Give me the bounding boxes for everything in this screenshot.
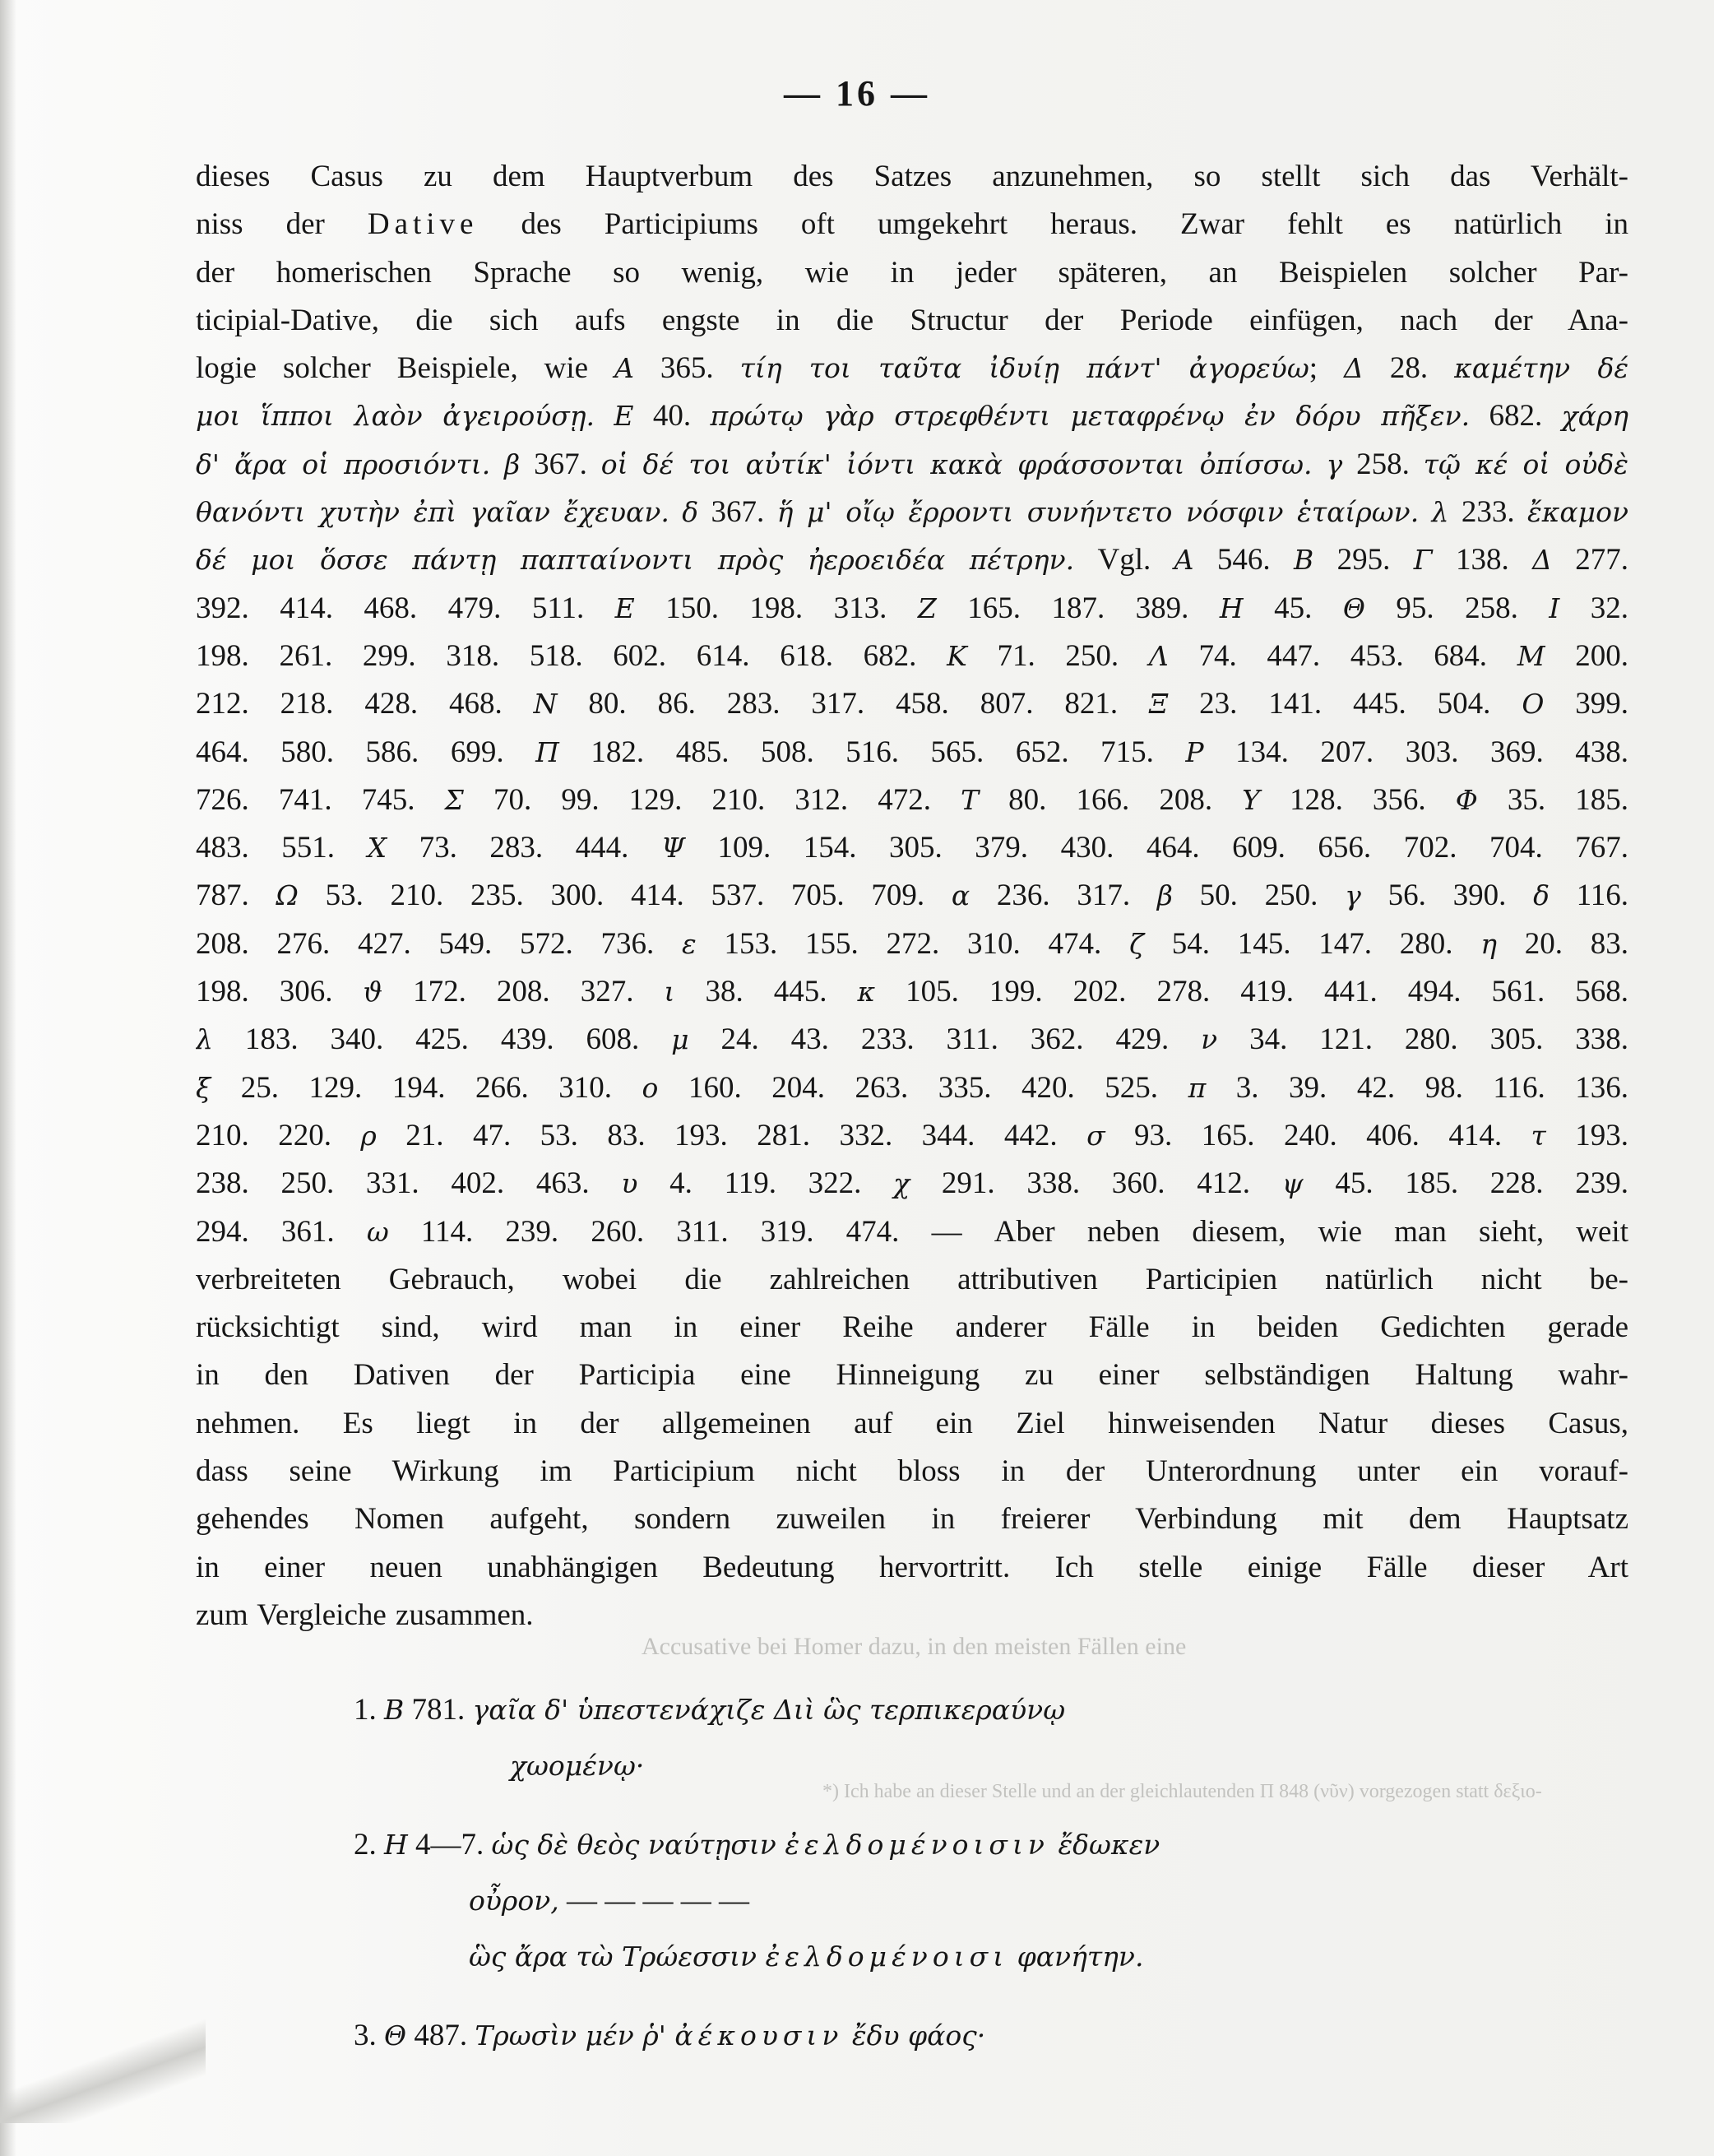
greek-text: ὣς ἄρα τὼ Τρώεσσιν <box>469 1940 766 1973</box>
greek-text: χ <box>893 1167 910 1200</box>
greek-text: ϑ <box>363 976 383 1008</box>
text-line: 198. 306. ϑ 172. 208. 327. ι 38. 445. κ 105. 199. 202. 278. 419. 441. 494. 561. 568. <box>196 975 1628 1009</box>
greek-text: Β <box>384 1694 405 1726</box>
greek-text: φανήτην. <box>1008 1940 1144 1973</box>
greek-text: Ε <box>614 400 634 433</box>
text-line: 198. 261. 299. 318. 518. 602. 614. 618. 682. Κ 71. 250. Λ 74. 447. 453. 684. Μ 200. <box>196 638 1628 673</box>
greek-text: Υ <box>1242 783 1260 816</box>
greek-text: Β <box>1293 544 1314 577</box>
text-line: logie solcher Beispiele, wie Α 365. τίη τοι ταῦτα ἰδυίῃ πάντ' ἀγορεύω; Δ 28. καμέτην δέ <box>196 351 1628 386</box>
greek-text: ἔκαμον <box>1527 496 1628 529</box>
greek-text: Ξ <box>1149 688 1169 721</box>
greek-text: χάρη <box>1561 400 1628 433</box>
greek-text: Θ <box>1342 591 1365 624</box>
greek-text: ο <box>642 1071 659 1104</box>
greek-text: τ <box>1531 1119 1546 1152</box>
greek-emphasis: ἐελδομένοισι <box>765 1940 1009 1973</box>
greek-text: α <box>951 879 970 912</box>
greek-text: πρώτῳ γὰρ στρεφθέντι μεταφρένῳ ἐν δόρυ πῆξεν. <box>710 400 1471 433</box>
greek-text: η <box>1480 927 1498 960</box>
greek-text: ν <box>1201 1023 1218 1056</box>
page-number: — 16 — <box>784 73 930 114</box>
example-gap <box>354 1794 1628 1817</box>
greek-text: Δ <box>1344 352 1364 385</box>
example-line <box>354 1929 1628 1985</box>
greek-text: γ <box>1326 447 1343 480</box>
greek-text: γαῖα δ' ὑπεστενάχιζε Διὶ ὣς τερπικεραύνῳ <box>472 1694 1066 1726</box>
example-line: 2. Η 4—7. ὡς δὲ θεὸς ναύτῃσιν ἐελδομένοισιν ἔδωκεν <box>354 1828 1160 1862</box>
greek-text: Γ <box>1413 544 1433 577</box>
greek-text: ψ <box>1281 1167 1304 1200</box>
greek-text: δέ μοι ὅσσε πάντῃ παπταίνοντι πρὸς ἠεροειδέα πέτρην. <box>196 544 1075 577</box>
greek-text: ι <box>664 976 675 1008</box>
text-line: rücksichtigt sind, wird man in einer Reihe anderer Fälle in beiden Gedichten gerade <box>196 1310 1628 1345</box>
greek-text: δ' ἄρα οἱ προσιόντι. <box>196 447 491 480</box>
greek-text: ζ <box>1129 927 1144 960</box>
greek-emphasis: ἐελδομένοισιν <box>785 1829 1049 1861</box>
text-line: 392. 414. 468. 479. 511. Ε 150. 198. 313. Ζ 165. 187. 389. Η 45. Θ 95. 258. Ι 32. <box>196 591 1628 625</box>
greek-text: Δ <box>1532 544 1552 577</box>
greek-text: Ψ <box>660 832 685 865</box>
greek-text: ξ <box>196 1071 211 1104</box>
text-line: θανόντι χυτὴν ἐπὶ γαῖαν ἔχευαν. δ 367. ἥ μ' οἴῳ ἔρροντι συνήντετο νόσφιν ἑταίρων. λ 233. ἔκαμον <box>196 495 1628 530</box>
greek-text: λ <box>1431 496 1449 529</box>
greek-text: λ <box>196 1023 213 1056</box>
greek-text: Θ <box>384 2019 407 2052</box>
text-line: δ' ἄρα οἱ προσιόντι. β 367. οἱ δέ τοι αὐτίκ' ἰόντι κακὰ φράσσονται ὀπίσσω. γ 258. τῷ κέ οἱ οὐδὲ <box>196 447 1628 481</box>
greek-text: Χ <box>367 832 387 865</box>
text-line: 787. Ω 53. 210. 235. 300. 414. 537. 705. 709. α 236. 317. β 50. 250. γ 56. 390. δ 116. <box>196 879 1628 913</box>
greek-text: ἔδυ φάος· <box>843 2019 986 2052</box>
emphasis-text: Dative <box>367 207 479 242</box>
greek-text: μοι ἵπποι λαὸν ἀγειρούσῃ. <box>196 400 595 433</box>
greek-text: οὖρον, <box>469 1885 559 1917</box>
greek-emphasis: ἀέκουσιν <box>674 2019 844 2052</box>
greek-text: Α <box>1174 544 1194 577</box>
text-line: λ 183. 340. 425. 439. 608. μ 24. 43. 233. 311. 362. 429. ν 34. 121. 280. 305. 338. <box>196 1022 1628 1057</box>
text-line: 483. 551. Χ 73. 283. 444. Ψ 109. 154. 305. 379. 430. 464. 609. 656. 702. 704. 767. <box>196 831 1628 865</box>
greek-text: δ <box>682 496 699 529</box>
greek-text: υ <box>621 1167 638 1200</box>
bleed-through-text-1: Accusative bei Homer dazu, in den meisten Fällen eine <box>642 1633 1187 1660</box>
body-paragraph <box>196 153 1628 1639</box>
binding-shadow <box>0 0 16 2156</box>
greek-text: ὡς δὲ θεὸς ναύτῃσιν <box>491 1829 785 1861</box>
greek-text: Α <box>614 352 634 385</box>
greek-text: β <box>504 447 521 480</box>
greek-text: τῷ κέ οἱ οὐδὲ <box>1423 447 1628 480</box>
greek-text: Μ <box>1517 639 1545 672</box>
greek-text: Σ <box>444 783 464 816</box>
greek-text: Φ <box>1455 783 1478 816</box>
greek-text: κ <box>857 976 876 1008</box>
text-line: dieses Casus zu dem Hauptverbum des Satzes anzunehmen, so stellt sich das Verhält- <box>196 160 1628 193</box>
text-line: niss der Dative des Participiums oft umgekehrt heraus. Zwar fehlt es natürlich in <box>196 207 1628 242</box>
text-line: δέ μοι ὅσσε πάντῃ παπταίνοντι πρὸς ἠεροειδέα πέτρην. Vgl. Α 546. Β 295. Γ 138. Δ 277. <box>196 543 1628 577</box>
greek-text: χωομένῳ· <box>510 1750 645 1782</box>
text-line: gehendes Nomen aufgeht, sondern zuweilen in freierer Verbindung mit dem Hauptsatz <box>196 1502 1628 1537</box>
greek-text: ε <box>682 927 697 960</box>
example-line <box>354 1738 1628 1794</box>
greek-text: σ <box>1086 1119 1105 1152</box>
greek-text: Ε <box>614 591 635 624</box>
greek-text: Τρωσὶν μέν ῥ' <box>475 2019 675 2052</box>
example-line: οὖρον, — — — — — <box>469 1884 749 1917</box>
example-line: 1. Β 781. γαῖα δ' ὑπεστενάχιζε Διὶ ὣς τερπικεραύνῳ <box>354 1693 1066 1727</box>
example-list <box>354 1682 1628 2064</box>
greek-text: Ν <box>533 688 558 721</box>
text-line: in den Dativen der Participia eine Hinneigung zu einer selbständigen Haltung wahr- <box>196 1358 1628 1393</box>
greek-text: ἔδωκεν <box>1049 1829 1160 1861</box>
greek-text: Η <box>384 1829 408 1861</box>
text-line: verbreiteten Gebrauch, wobei die zahlreichen attributiven Participien natürlich nicht be- <box>196 1262 1628 1296</box>
text-line: 238. 250. 331. 402. 463. υ 4. 119. 322. χ 291. 338. 360. 412. ψ 45. 185. 228. 239. <box>196 1166 1628 1201</box>
greek-text: Η <box>1219 591 1244 624</box>
text-line: 208. 276. 427. 549. 572. 736. ε 153. 155. 272. 310. 474. ζ 54. 145. 147. 280. η 20. 83. <box>196 926 1628 961</box>
greek-text: θανόντι χυτὴν ἐπὶ γαῖαν ἔχευαν. <box>196 496 669 529</box>
greek-text: Ω <box>276 879 299 912</box>
greek-text: γ <box>1345 879 1361 912</box>
text-line: 726. 741. 745. Σ 70. 99. 129. 210. 312. 472. Τ 80. 166. 208. Υ 128. 356. Φ 35. 185. <box>196 782 1628 817</box>
greek-text: Κ <box>947 639 967 672</box>
text-line: 210. 220. ρ 21. 47. 53. 83. 193. 281. 332. 344. 442. σ 93. 165. 240. 406. 414. τ 193. <box>196 1118 1628 1152</box>
text-line: 212. 218. 428. 468. Ν 80. 86. 283. 317. 458. 807. 821. Ξ 23. 141. 445. 504. Ο 399. <box>196 687 1628 721</box>
text-line: nehmen. Es liegt in der allgemeinen auf ein Ziel hinweisenden Natur dieses Casus, <box>196 1406 1628 1440</box>
greek-text: β <box>1156 879 1173 912</box>
greek-text: Λ <box>1148 639 1169 672</box>
greek-text: καμέτην δέ <box>1454 352 1628 385</box>
bleed-through-text-2: *) Ich habe an dieser Stelle und an der gleichlautenden Π 848 (νῦν) vorgezogen statt δεξιο- <box>822 1781 1542 1802</box>
text-line: 294. 361. ω 114. 239. 260. 311. 319. 474. — Aber neben diesem, wie man sieht, weit <box>196 1214 1628 1249</box>
example-line: 3. Θ 487. Τρωσὶν μέν ῥ' ἀέκουσιν ἔδυ φάος· <box>354 2019 986 2052</box>
greek-text: Ι <box>1549 591 1560 624</box>
greek-text: ρ <box>360 1119 377 1152</box>
example-gap <box>354 1985 1628 2008</box>
greek-text: Ο <box>1522 688 1545 721</box>
greek-text: Π <box>535 735 559 768</box>
text-line: ticipial-Dative, die sich aufs engste in die Structur der Periode einfügen, nach der Ana- <box>196 303 1628 337</box>
text-line: 464. 580. 586. 699. Π 182. 485. 508. 516. 565. 652. 715. Ρ 134. 207. 303. 369. 438. <box>196 735 1628 769</box>
greek-text: Ρ <box>1185 735 1204 768</box>
page-corner-mark <box>0 2008 206 2123</box>
greek-text: π <box>1188 1071 1207 1104</box>
greek-text: δ <box>1533 879 1550 912</box>
greek-text: ω <box>366 1215 389 1248</box>
greek-text: οἱ δέ τοι αὐτίκ' ἰόντι κακὰ φράσσονται ὀπίσσω. <box>600 447 1313 480</box>
text-line: zum Vergleiche zusammen. <box>196 1597 534 1632</box>
text-line: in einer neuen unabhängigen Bedeutung hervortritt. Ich stelle einige Fälle dieser Art <box>196 1550 1628 1584</box>
text-line: ξ 25. 129. 194. 266. 310. ο 160. 204. 263. 335. 420. 525. π 3. 39. 42. 98. 116. 136. <box>196 1070 1628 1105</box>
greek-text: τίη τοι ταῦτα ἰδυίῃ πάντ' ἀγορεύω <box>739 352 1309 385</box>
greek-text: Τ <box>961 783 980 816</box>
text-line: dass seine Wirkung im Participium nicht bloss in der Unterordnung unter ein vorauf- <box>196 1454 1628 1489</box>
greek-text: μ <box>671 1023 689 1056</box>
greek-text: ἥ μ' οἴῳ ἔρροντι συνήντετο νόσφιν ἑταίρων. <box>776 496 1420 529</box>
text-line: der homerischen Sprache so wenig, wie in jeder späteren, an Beispielen solcher Par- <box>196 255 1628 290</box>
greek-text: Ζ <box>917 591 937 624</box>
text-line: μοι ἵπποι λαὸν ἀγειρούσῃ. Ε 40. πρώτῳ γὰρ στρεφθέντι μεταφρένῳ ἐν δόρυ πῆξεν. 682. χάρη <box>196 399 1628 434</box>
